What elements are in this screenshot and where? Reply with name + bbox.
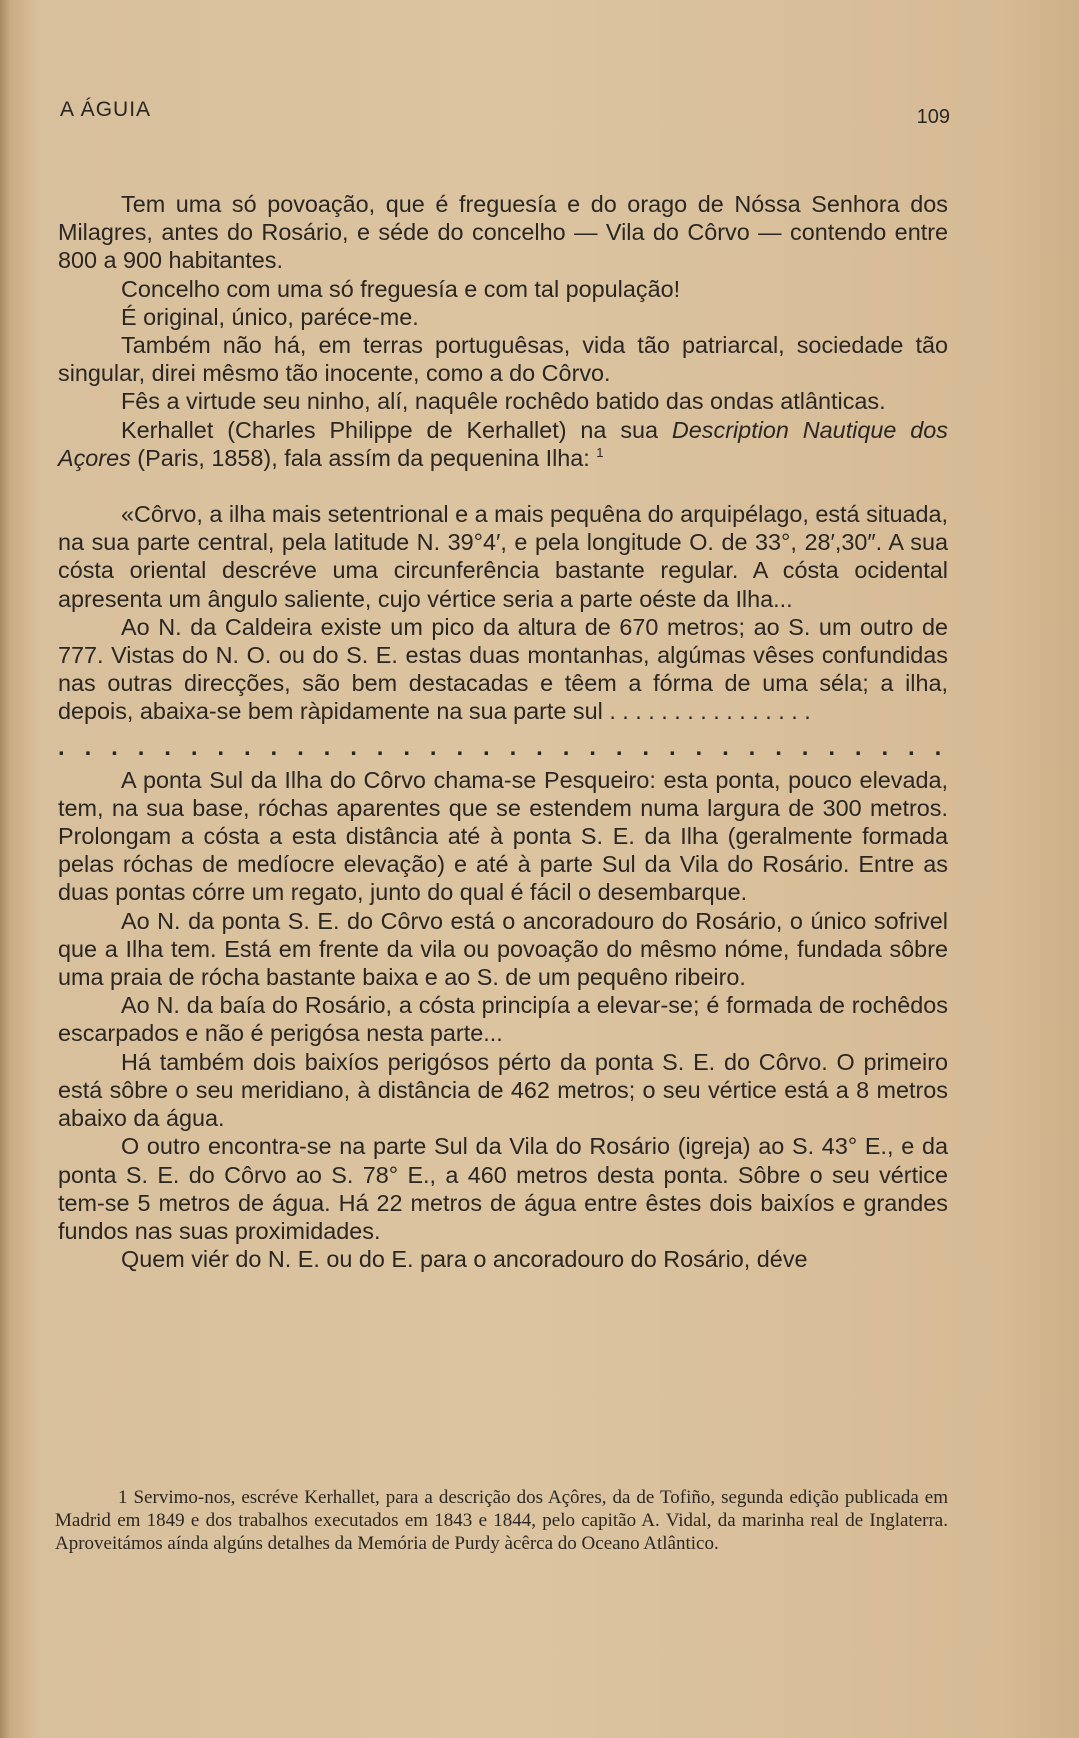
kerhallet-paragraph: [58, 416, 948, 472]
footnotes: [55, 1486, 948, 1555]
page-header: [60, 98, 950, 138]
paragraph: O outro encontra-se na parte Sul da Vila do Rosário (igreja) ao S. 43° E., e da ponta S. E. do Côrvo ao S. 78° E., a 460 metros desta ponta. Sôbre o seu vértice tem-se 5 metros de água. Há 22 metros de água entre êstes dois baixíos e grandes fundos nas suas proximidades.: [58, 1133, 948, 1244]
book-title: Description Nautique dos Açores: [58, 416, 948, 471]
paragraph: Há também dois baixíos perigósos pérto da ponta S. E. do Côrvo. O primeiro está sôbre o seu meridiano, à distância de 462 metros; o seu vértice está a 8 metros abaixo da água.: [58, 1048, 948, 1132]
paragraph: Fês a virtude seu ninho, alí, naquêle rochêdo batido das ondas atlânticas.: [121, 388, 886, 415]
body-text: [58, 190, 948, 1273]
text-run: (Paris, 1858), fala assím da pequenina Ilha:: [130, 444, 590, 471]
page-number: 109: [916, 106, 950, 128]
running-title: A ÁGUIA: [60, 98, 152, 121]
footnote-marker: 1: [596, 445, 604, 461]
footnote: 1 Servimo-nos, escréve Kerhallet, para a descrição dos Açôres, da de Tofiño, segunda edição publicada em Madrid em 1849 e dos trabalhos executados em 1843 e 1844, pelo capitão A. Vidal, da marinha real de Inglaterra. Aproveitámos aínda algúns detalhes da Memória de Purdy àcêrca do Oceano Atlântico.: [55, 1487, 948, 1554]
quote-paragraph: «Côrvo, a ilha mais setentrional e a mais pequêna do arquipélago, está situada, na sua parte central, pela latitude N. 39°4′, e pela longitude O. de 33°, 28′,30″. A sua cósta oriental descréve uma circunferência bastante regular. A cósta ocidental apresenta um ângulo saliente, cujo vértice seria a parte oéste da Ilha...: [58, 501, 948, 612]
paragraph: Tem uma só povoação, que é freguesía e do orago de Nóssa Senhora dos Milagres, antes do Rosário, e séde do concelho — Vila do Côrvo — contendo entre 800 a 900 habitantes.: [58, 191, 948, 274]
text-run: Kerhallet (Charles Philippe de Kerhallet) na sua: [121, 416, 672, 443]
paragraph: A ponta Sul da Ilha do Côrvo chama-se Pesqueiro: esta ponta, pouco elevada, tem, na sua base, róchas aparentes que se estendem numa largura de 300 metros. Prolongam a cósta a esta distância até à ponta S. E. da Ilha (geralmente formada pelas róchas de medíocre elevação) e até à parte Sul da Vila do Rosário. Entre as duas pontas córre um regato, junto do qual é fácil o desembarque.: [58, 766, 948, 906]
paragraph: Ao N. da baía do Rosário, a cósta principía a elevar-se; é formada de rochêdos escarpados e não é perigósa nesta parte...: [58, 992, 948, 1047]
ellipsis-row: . . . . . . . . . . . . . . . . . . . . . . . . . . . . . . . . . .: [58, 733, 942, 761]
quote-paragraph: Ao N. da Caldeira existe um pico da altura de 670 metros; ao S. um outro de 777. Vistas do N. O. ou do S. E. estas duas montanhas, algúmas vêses confundidas nas outras direcções, são bem destacadas e têem a fórma de uma séla; a ilha, depois, abaixa-se bem ràpidamente na sua parte sul . . . . . . . . . . . . . . . .: [58, 613, 948, 725]
paragraph: Ao N. da ponta S. E. do Côrvo está o ancoradouro do Rosário, o único sofrivel que a Ilha tem. Está em frente da vila ou povoação do mêsmo nóme, fundada sôbre uma praia de rócha bastante baixa e ao S. de um pequêno ribeiro.: [58, 907, 948, 991]
paragraph: Quem viér do N. E. ou do E. para o ancoradouro do Rosário, déve: [121, 1246, 808, 1273]
paragraph: Concelho com uma só freguesía e com tal população!: [121, 275, 681, 302]
paragraph: É original, único, paréce-me.: [121, 303, 419, 330]
paragraph: Também não há, em terras portuguêsas, vida tão patriarcal, sociedade tão singular, direi mêsmo tão inocente, como a do Côrvo.: [58, 332, 948, 387]
